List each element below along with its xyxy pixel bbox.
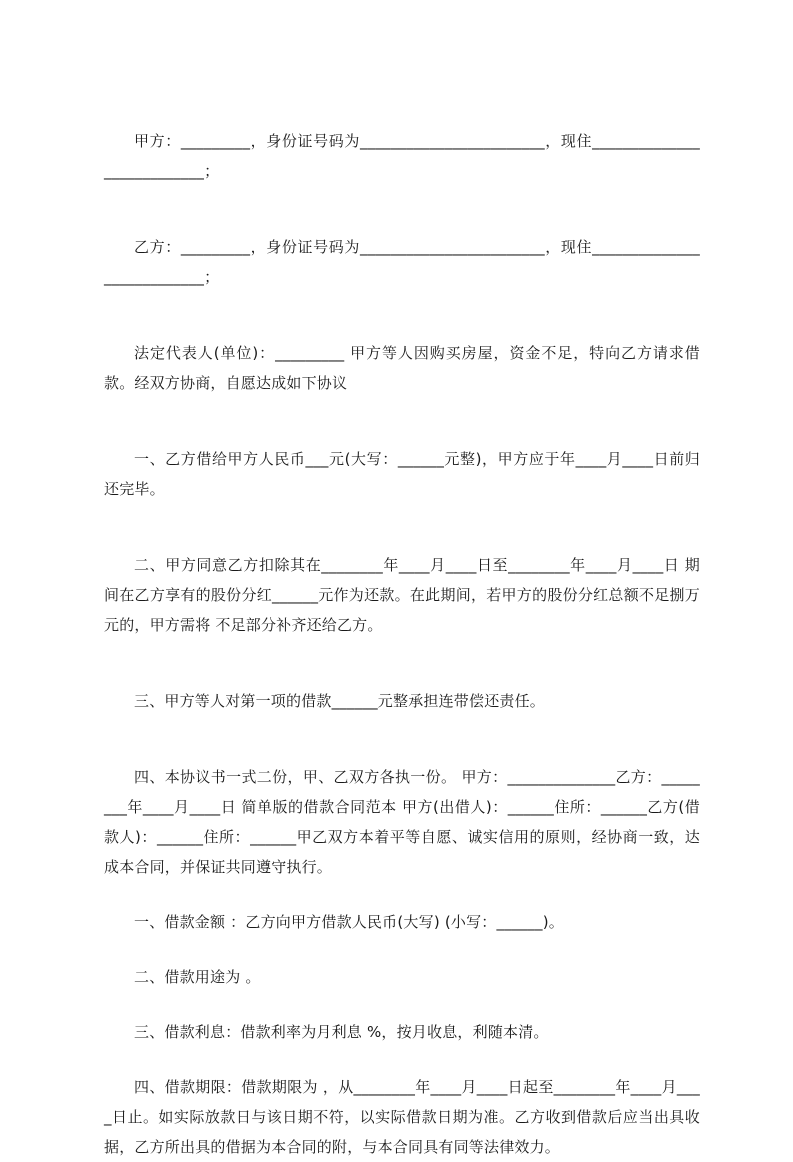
section-4-term: 四、借款期限：借款期限为 ，从________年____月____日起至________年____月____日止。如实际放款日与该日期不符，以实际借款日期为准。乙方收到借款后应当出具收据，乙方所出具的借据为本合同的附，与本合同具有同等法律效力。 [104,1078,700,1156]
contract-body [104,126,700,1162]
party-b-line: 乙方：_________，身份证号码为________________________，现住___________________________； [104,238,700,286]
clause-4-copies-and-template: 四、本协议书一式二份，甲、乙双方各执一份。 甲方：______________乙方：________年____月____日 简单版的借款合同范本 甲方(出借人)：______住所：______乙方(借款人)：______住所：______甲乙双方本着平等自愿、诚实信用的原则，经协商一致，达成本合同，并保证共同遵守执行。 [104,768,700,876]
clause-3-joint-liability: 三、甲方等人对第一项的借款______元整承担连带偿还责任。 [134,692,546,710]
clause-2-dividend-deduction: 二、甲方同意乙方扣除其在________年____月____日至________年____月____日 期间在乙方享有的股份分红______元作为还款。在此期间，若甲方的股份分红总额不足捌万元的，甲方需将 不足部分补齐还给乙方。 [104,556,700,634]
section-1-amount: 一、借款金额 ：乙方向甲方借款人民币(大写) (小写：______)。 [134,913,564,931]
legal-representative-paragraph: 法定代表人(单位)：_________ 甲方等人因购买房屋，资金不足，特向乙方请求借款。经双方协商，自愿达成如下协议 [104,344,700,392]
party-a-line: 甲方：_________，身份证号码为________________________，现住___________________________； [104,132,700,180]
section-2-purpose: 二、借款用途为 。 [134,968,261,986]
clause-1-loan-amount: 一、乙方借给甲方人民币___元(大写：______元整)，甲方应于年____月____日前归还完毕。 [104,450,700,498]
section-3-interest: 三、借款利息：借款利率为月利息 %，按月收息，利随本清。 [134,1023,549,1041]
